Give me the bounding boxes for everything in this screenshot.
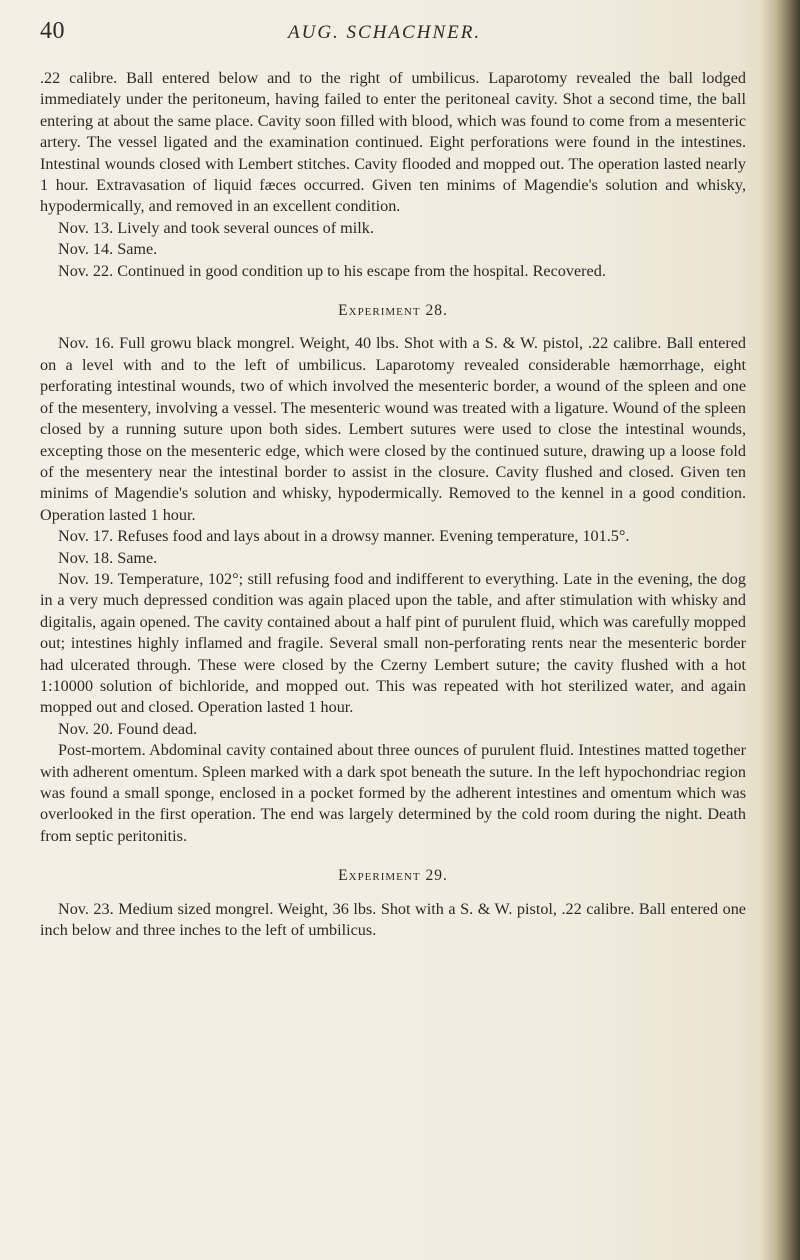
entry-nov-22: Nov. 22. Continued in good condition up to his escape from the hospital. Recovered. bbox=[58, 261, 606, 280]
experiment-28-heading: Experiment 28. bbox=[338, 302, 448, 320]
entry-nov-14: Nov. 14. Same. bbox=[58, 240, 158, 259]
entry-nov-13: Nov. 13. Lively and took several ounces of milk. bbox=[58, 218, 374, 237]
entry-nov-20: Nov. 20. Found dead. bbox=[58, 719, 198, 738]
running-head: AUG. SCHACHNER. bbox=[288, 22, 482, 43]
entry-nov-19: Nov. 19. Temperature, 102°; still refusing food and indifferent to everything. Late in the evening, the dog in a very much depressed condition was again placed upon the table, and after stimulation with whisky and digitalis, again opened. The cavity contained about a half pint of purulent fluid, which was carefully mopped out; intestines highly inflamed and fragile. Several small non-perforating rents near the mesenteric border had ulcerated through. These were closed by the Czerny Lembert suture; the cavity flushed with a hot 1:10000 solution of bichloride, and mopped out. This was repeated with hot sterilized water, and again mopped out and closed. Operation lasted 1 hour. bbox=[40, 569, 746, 717]
paragraph-continuation: .22 calibre. Ball entered below and to the right of umbilicus. Laparotomy revealed the ball lodged immediately under the peritoneum, having failed to enter the peritoneal cavity. Shot a second time, the ball entering at about the same place. Cavity soon filled with blood, which was found to come from a mesenteric artery. The vessel ligated and the examination continued. Eight perforations were found in the intestines. Intestinal wounds closed with Lembert stitches. Cavity flooded and mopped out. The operation lasted nearly 1 hour. Extravasation of liquid fæces occurred. Given ten minims of Magendie's solution and whisky, hypodermically, and removed in an excellent condition. bbox=[40, 69, 746, 216]
post-mortem-paragraph: Post-mortem. Abdominal cavity contained about three ounces of purulent fluid. Intestines matted together with adherent omentum. Spleen marked with a dark spot beneath the suture. In the left hypochondriac region was found a small sponge, enclosed in a pocket formed by the adherent intestines and omentum which was overlooked in the first operation. The end was largely determined by the cold room during the night. Death from septic peritonitis. bbox=[40, 741, 746, 845]
entry-nov-18: Nov. 18. Same. bbox=[58, 548, 158, 567]
page-header bbox=[40, 18, 740, 54]
book-spine-shadow bbox=[758, 0, 800, 1260]
entry-nov-16: Nov. 16. Full growu black mongrel. Weight, 40 lbs. Shot with a S. & W. pistol, .22 calibre. Ball entered on a level with and to the left of umbilicus. Laparotomy revealed considerable hæmorrhage, eight perforating intestinal wounds, two of which involved the mesenteric border, a wound of the spleen and one of the mesentery, involving a vessel. The mesenteric wound was treated with a ligature. Wound of the spleen closed by a running suture upon both sides. Lembert sutures were used to close the intestinal wounds, excepting those on the mesenteric edge, which were closed by the continued suture, drawing up a loose fold of the mesentery near the intestinal border to assist in the closure. Cavity flushed and closed. Given ten minims of Magendie's solution and whisky, hypodermically. Removed to the kennel in a good condition. Operation lasted 1 hour. bbox=[40, 334, 746, 524]
experiment-29-heading: Experiment 29. bbox=[338, 867, 448, 885]
entry-nov-23: Nov. 23. Medium sized mongrel. Weight, 36 lbs. Shot with a S. & W. pistol, .22 calibre. Ball entered one inch below and three inches to the left of umbilicus. bbox=[40, 899, 746, 940]
page-number: 40 bbox=[40, 18, 65, 44]
entry-nov-17: Nov. 17. Refuses food and lays about in a drowsy manner. Evening temperature, 101.5°. bbox=[58, 527, 630, 546]
body-text bbox=[40, 68, 746, 941]
